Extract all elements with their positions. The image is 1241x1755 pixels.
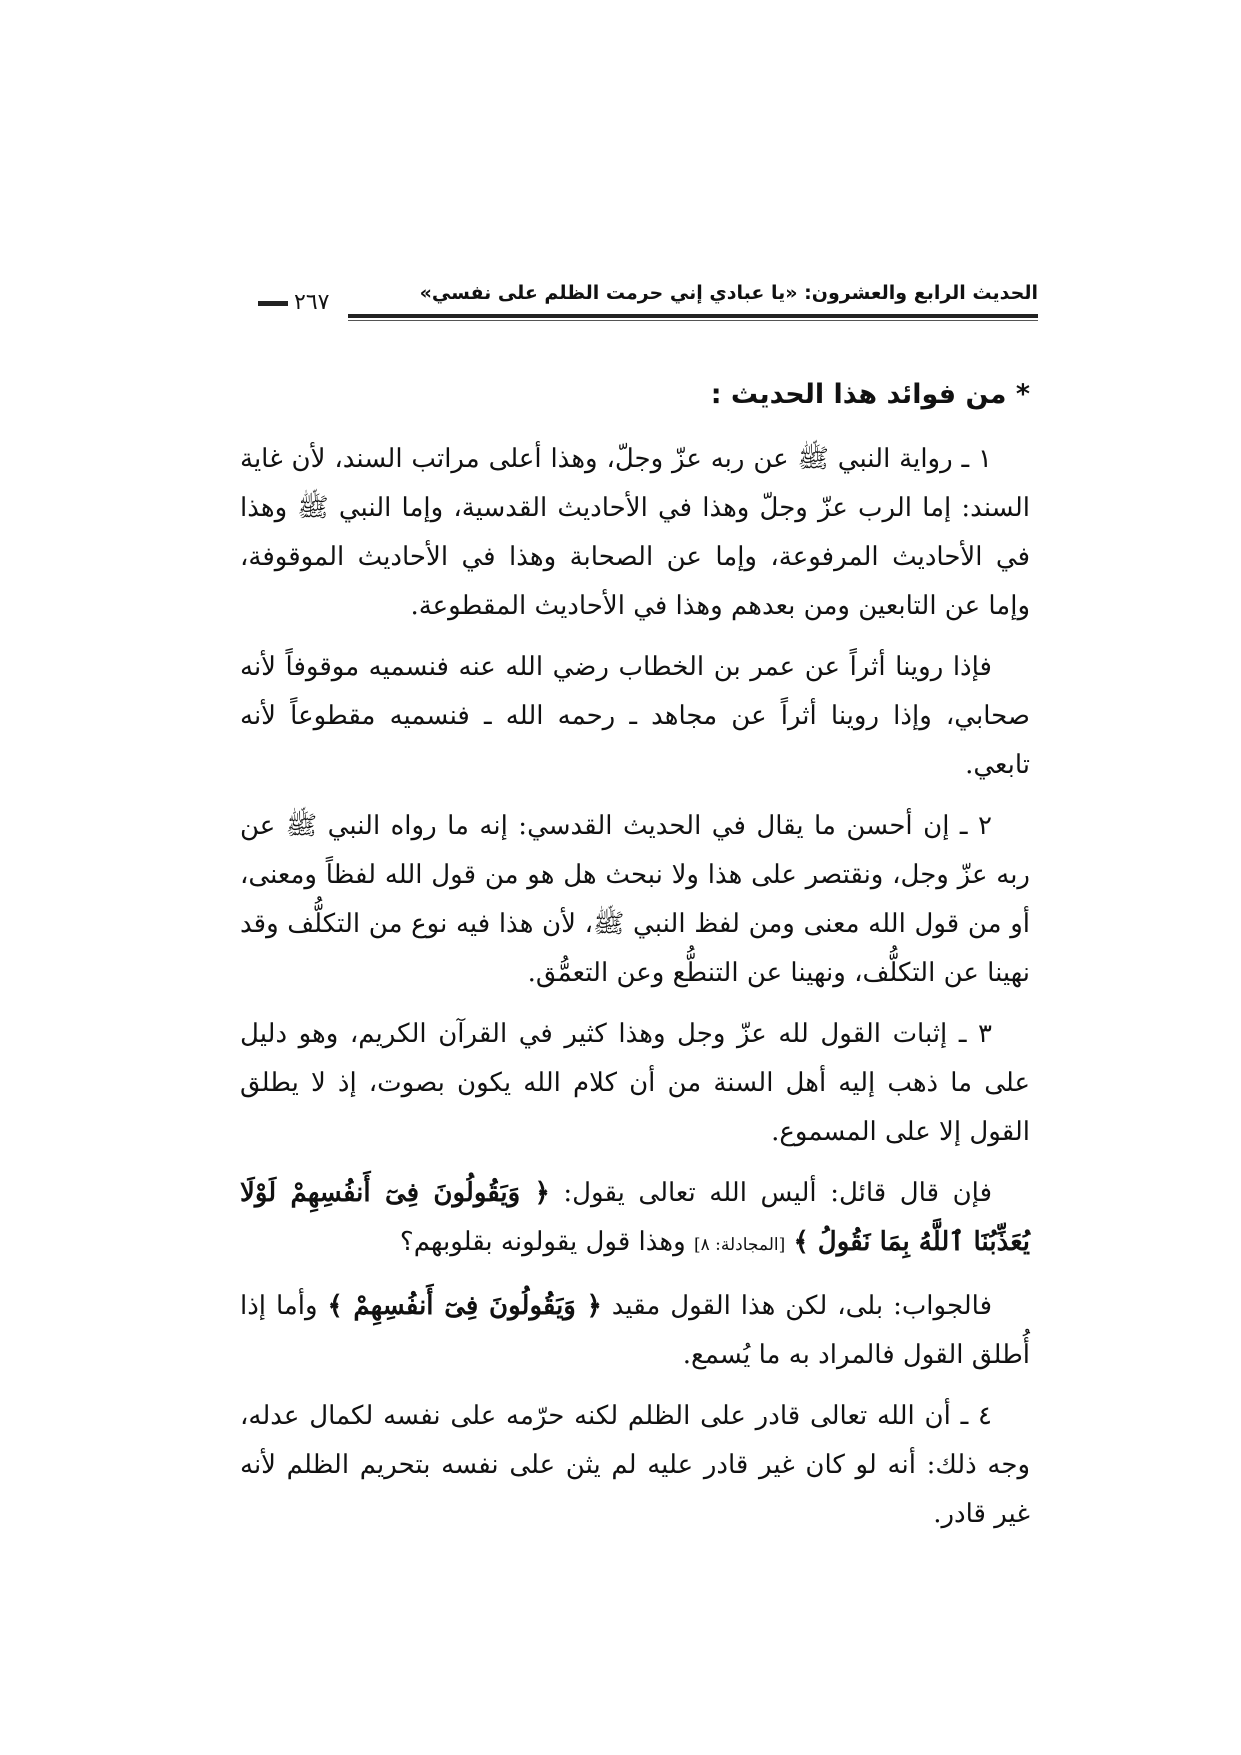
- quran-verse-short: ﴿ وَيَقُولُونَ فِىٓ أَنفُسِهِمْ ﴾: [327, 1291, 602, 1321]
- paragraph-point-4: ٤ ـ أن الله تعالى قادر على الظلم لكنه حرّمه على نفسه لكمال عدله، وجه ذلك: أنه لو كان غير قادر عليه لم يثن على نفسه بتحريم الظلم لأنه غير قادر.: [240, 1401, 1030, 1529]
- page-number: [258, 290, 329, 315]
- objection-paragraph: [240, 1169, 1030, 1270]
- answer-intro: فالجواب: بلى، لكن هذا القول مقيد: [611, 1291, 993, 1321]
- quran-verse-mujadila: ﴿ وَيَقُولُونَ فِىٓ أَنفُسِهِمْ لَوْلَا يُعَذِّبُنَا ٱللَّهُ بِمَا نَقُولُ ﴾: [240, 1178, 1030, 1257]
- objection-outro: وهذا قول يقولونه بقلوبهم؟: [399, 1227, 686, 1257]
- answer-paragraph: [240, 1282, 1030, 1380]
- running-header-title: الحديث الرابع والعشرون: «يا عبادي إني حرمت الظلم على نفسي»: [419, 282, 1038, 304]
- paragraph-4: ٣ ـ إثبات القول لله عزّ وجل وهذا كثير في القرآن الكريم، وهو دليل على ما ذهب إليه أهل السنة من أن كلام الله يكون بصوت، إذ لا يطلق القول إلا على المسموع.: [240, 1019, 1030, 1147]
- page-number-dash: [258, 301, 288, 306]
- header-rule-thin: [348, 320, 1038, 321]
- paragraph-1: ١ ـ رواية النبي ﷺ عن ربه عزّ وجلّ، وهذا أعلى مراتب السند، لأن غاية السند: إما الرب عزّ وجلّ وهذا في الأحاديث القدسية، وإما النبي ﷺ وهذا في الأحاديث المرفوعة، وإما عن الصحابة وهذا في الأحاديث الموقوفة، وإما عن التابعين ومن بعدهم وهذا في الأحاديث المقطوعة.: [240, 444, 1030, 621]
- page-body: [240, 370, 1030, 1551]
- header-rule: [348, 314, 1038, 318]
- verse-reference: [المجادلة: ٨]: [693, 1235, 786, 1255]
- paragraph-2: فإذا روينا أثراً عن عمر بن الخطاب رضي الله عنه فنسميه موقوفاً لأنه صحابي، وإذا روينا أثراً عن مجاهد ـ رحمه الله ـ فنسميه مقطوعاً لأنه تابعي.: [240, 652, 1030, 780]
- answer-outro: وأما إذا أُطلق القول فالمراد به ما يُسمع.: [240, 1291, 1030, 1370]
- objection-intro: فإن قال قائل: أليس الله تعالى يقول:: [563, 1178, 993, 1208]
- running-header: [258, 282, 1038, 322]
- paragraph-3: ٢ ـ إن أحسن ما يقال في الحديث القدسي: إنه ما رواه النبي ﷺ عن ربه عزّ وجل، ونقتصر على هذا ولا نبحث هل هو من قول الله لفظاً ومعنى، أو من قول الله معنى ومن لفظ النبي ﷺ، لأن هذا فيه نوع من التكلُّف وقد نهينا عن التكلُّف، ونهينا عن التنطُّع وعن التعمُّق.: [240, 811, 1030, 988]
- section-heading: * من فوائد هذا الحديث :: [710, 379, 1030, 410]
- page-number-value: ٢٦٧: [294, 290, 330, 315]
